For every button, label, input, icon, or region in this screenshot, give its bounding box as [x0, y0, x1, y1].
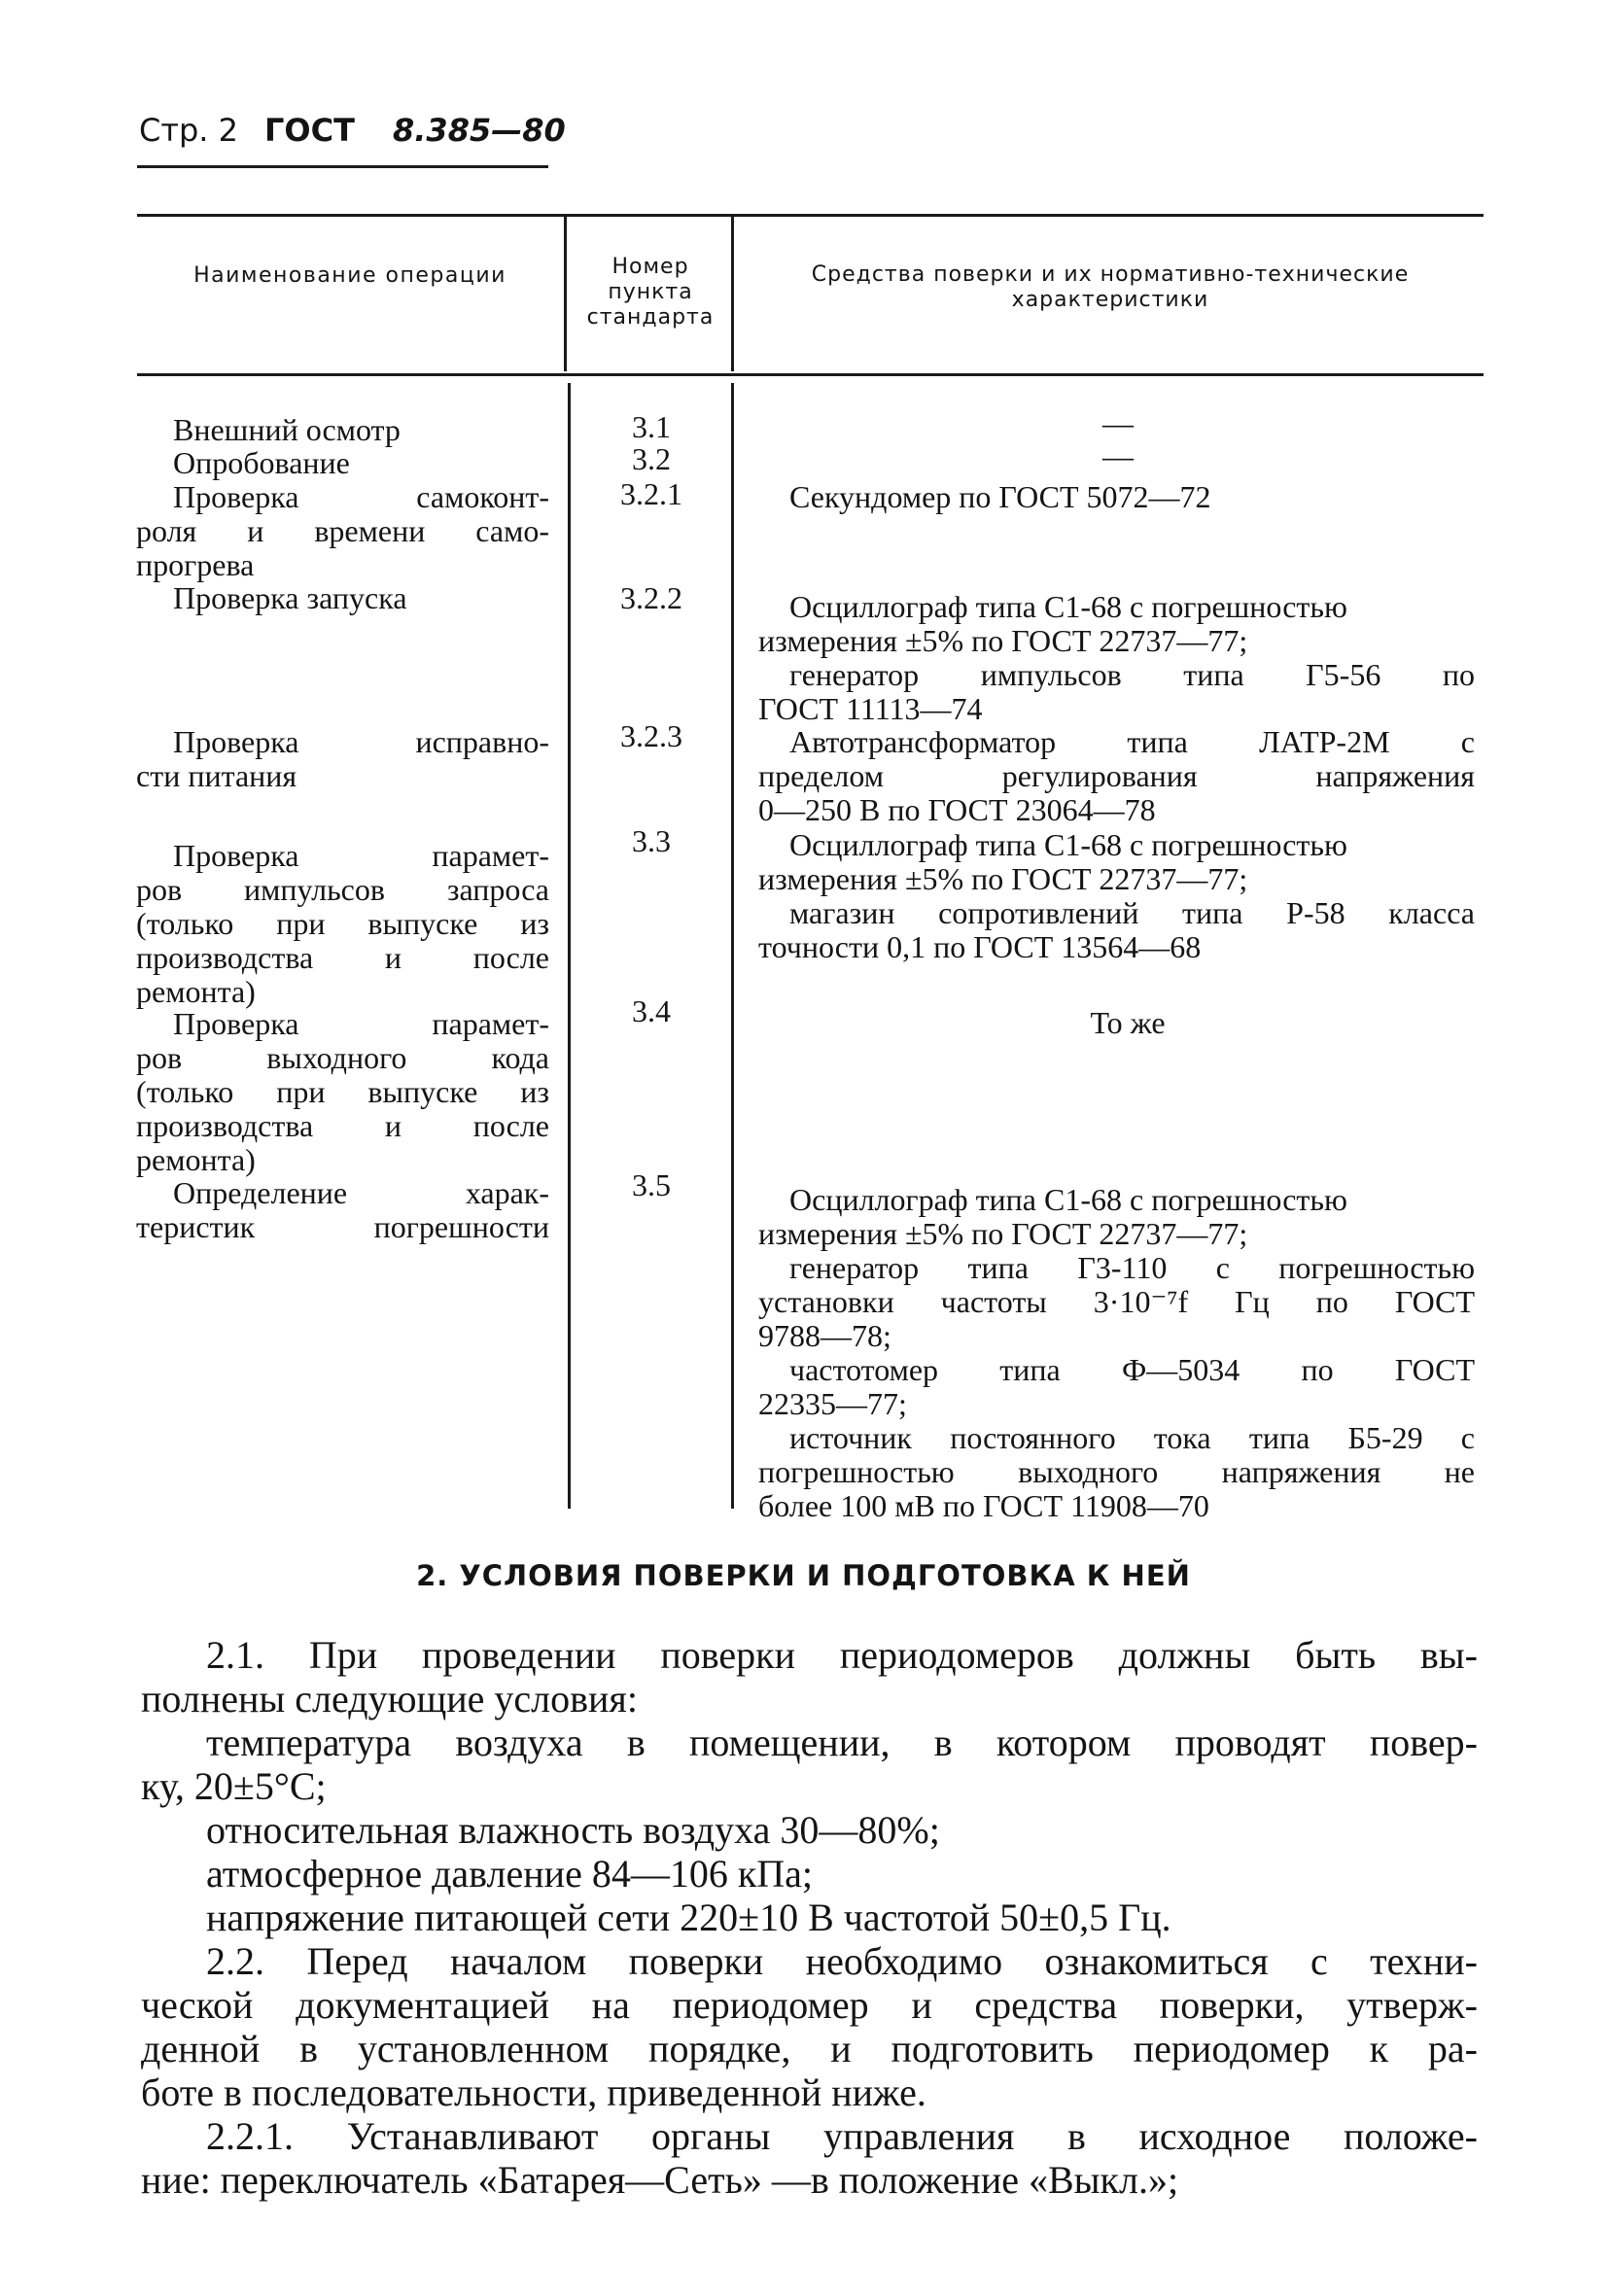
- table-row-5-means: Автотрансформатор типа ЛАТР-2М с: [789, 724, 1475, 759]
- table-row-7-operation-cont: ров выходного кода (только при выпуске из производства и после ремонта): [136, 1040, 549, 1177]
- table-row-5-clause: 3.2.3: [620, 718, 682, 753]
- table-row-8-means-cont2: установки частоты 3·10⁻⁷f Гц по ГОСТ 9788—78;: [758, 1284, 1475, 1353]
- table-row-8-means-item4: источник постоянного тока типа Б5-29 с: [789, 1420, 1475, 1455]
- condition-temperature: температура воздуха в помещении, в котором проводят повер-: [206, 1721, 1478, 1764]
- paragraph-2-2: ческой документацией на периодомер и средства поверки, утверж- денной в установленном порядке, и подготовить периодомер к ра- боте в последовательности, приведенной ниже.: [141, 1983, 1478, 2114]
- table-row-2-means: —: [1102, 438, 1134, 473]
- table-col-divider-1: [564, 216, 567, 371]
- table-row-5-means-cont: пределом регулирования напряжения 0—250 В по ГОСТ 23064—78: [758, 758, 1475, 827]
- standard-label: ГОСТ: [264, 112, 355, 149]
- table-row-6-means-item2: магазин сопротивлений типа Р-58 класса: [789, 895, 1475, 930]
- table-row-6-means-cont: измерения ±5% по ГОСТ 22737—77;: [758, 861, 1248, 896]
- table-row-8-clause: 3.5: [632, 1167, 671, 1202]
- table-row-5-operation-cont: сти питания: [136, 758, 297, 793]
- table-row-5-operation: Проверка исправно-: [173, 724, 549, 759]
- table-row-1-means: —: [1102, 405, 1134, 440]
- table-row-8-means-cont1: измерения ±5% по ГОСТ 22737—77;: [758, 1216, 1248, 1251]
- table-row-8-means-cont3: 22335—77;: [758, 1386, 907, 1421]
- table-row-1-operation: Внешний осмотр: [173, 412, 401, 447]
- table-row-6-operation: Проверка парамет-: [173, 838, 549, 873]
- header-underline: [137, 165, 548, 168]
- table-row-3-operation: Проверка самоконт-: [173, 479, 549, 514]
- table-header-operation: Наименование операции: [193, 263, 507, 288]
- paragraph-2-2-1: 2.2.1. Устанавливают органы управления в исходное положе-: [206, 2114, 1478, 2158]
- table-header-rule: [137, 373, 1484, 376]
- table-col-divider-1-body: [568, 383, 571, 1509]
- table-row-8-means-item3: частотомер типа Ф—5034 по ГОСТ: [789, 1352, 1475, 1387]
- paragraph-2-1-cont: полнены следующие условия:: [141, 1677, 638, 1721]
- table-row-8-means-cont4: погрешностью выходного напряжения не более 100 мВ по ГОСТ 11908—70: [758, 1454, 1475, 1523]
- table-row-4-means-item2: генератор импульсов типа Г5-56 по: [789, 657, 1475, 692]
- table-row-8-operation: Определение харак-: [173, 1175, 549, 1210]
- conditions-list: относительная влажность воздуха 30—80%; атмосферное давление 84—106 кПа; напряжение питающей сети 220±10 В частотой 50±0,5 Гц. 2.2. Перед началом поверки необходимо ознакомиться с техни-: [206, 1808, 1478, 1983]
- table-header-means: Средства поверки и их нормативно-технические характеристики: [811, 262, 1410, 312]
- table-row-6-clause: 3.3: [632, 823, 671, 858]
- table-row-8-means: Осциллограф типа С1-68 с погрешностью: [789, 1182, 1347, 1217]
- table-row-8-means-item2: генератор типа Г3-110 с погрешностью: [789, 1250, 1475, 1285]
- table-col-divider-2: [731, 216, 734, 371]
- table-row-6-means-item2-cont: точности 0,1 по ГОСТ 13564—68: [758, 929, 1202, 964]
- condition-temperature-cont: ку, 20±5°С;: [141, 1764, 327, 1808]
- table-row-4-means-item2-cont: ГОСТ 11113—74: [758, 691, 983, 726]
- table-header-clause: Номер пункта стандарта: [586, 255, 715, 330]
- table-row-7-operation: Проверка парамет-: [173, 1006, 549, 1041]
- table-row-4-operation: Проверка запуска: [173, 580, 407, 615]
- table-row-7-means: То же: [1090, 1005, 1166, 1040]
- table-row-8-operation-cont: теристик погрешности: [136, 1209, 549, 1244]
- table-row-2-operation: Опробование: [173, 445, 350, 480]
- table-row-3-operation-cont: роля и времени само- прогрева: [136, 513, 549, 582]
- table-top-rule: [137, 214, 1484, 217]
- table-row-2-clause: 3.2: [632, 441, 671, 476]
- paragraph-2-1: 2.1. При проведении поверки периодомеров должны быть вы-: [206, 1633, 1478, 1677]
- table-row-6-means: Осциллограф типа С1-68 с погрешностью: [789, 827, 1347, 862]
- standard-number: 8.385—80: [393, 112, 566, 149]
- table-row-7-clause: 3.4: [632, 993, 671, 1028]
- section-title: 2. УСЛОВИЯ ПОВЕРКИ И ПОДГОТОВКА К НЕЙ: [416, 1559, 1191, 1592]
- table-row-1-clause: 3.1: [632, 409, 671, 444]
- table-col-divider-2-body: [731, 383, 734, 1509]
- table-row-4-means-first: Осциллограф типа С1-68 с погрешностью: [789, 589, 1347, 624]
- table-row-3-means: Секундомер по ГОСТ 5072—72: [789, 479, 1211, 514]
- paragraph-2-2-1-cont: ние: переключатель «Батарея—Сеть» —в положение «Выкл.»;: [141, 2158, 1179, 2202]
- table-row-4-means: измерения ±5% по ГОСТ 22737—77;: [758, 623, 1248, 658]
- table-row-3-clause: 3.2.1: [620, 476, 682, 511]
- table-row-6-operation-cont: ров импульсов запроса (только при выпуске из производства и после ремонта): [136, 872, 549, 1009]
- page-number: Стр. 2: [139, 112, 238, 149]
- table-row-4-clause: 3.2.2: [620, 580, 682, 615]
